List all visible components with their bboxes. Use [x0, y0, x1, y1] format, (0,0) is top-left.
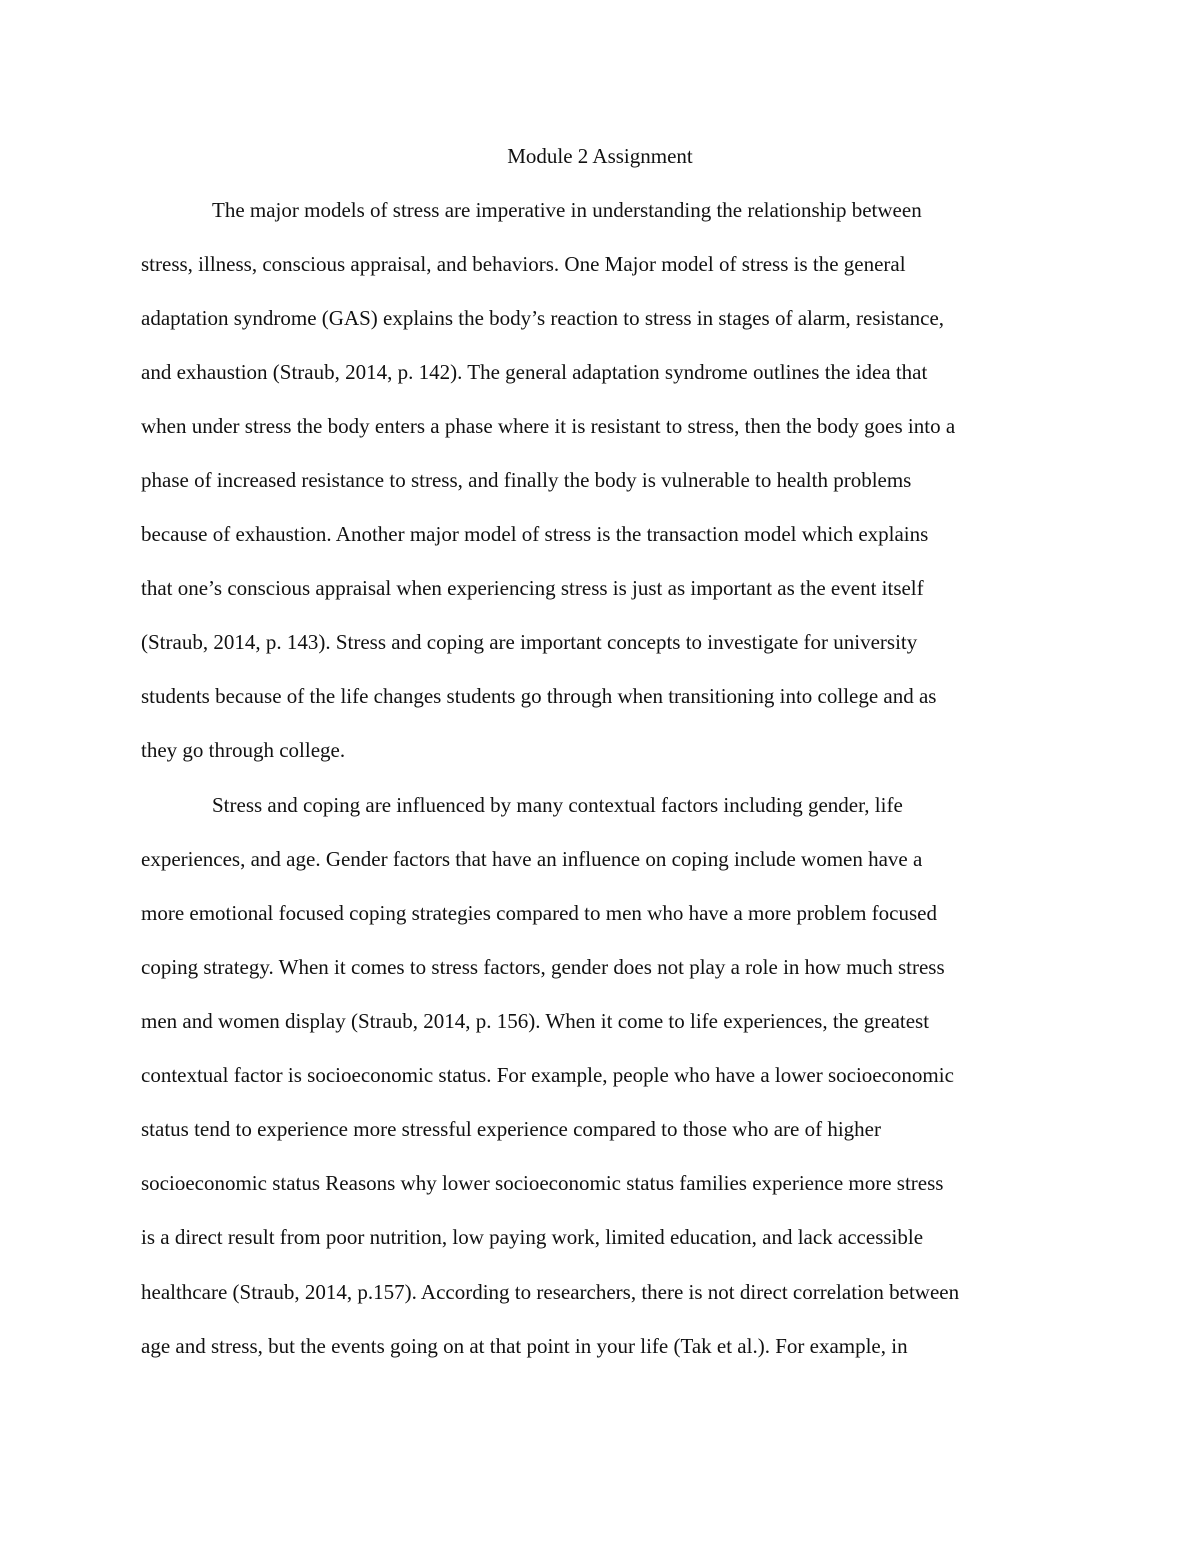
paragraph-1-line-4: and exhaustion (Straub, 2014, p. 142). The general adaptation syndrome outlines the idea that [141, 360, 928, 384]
paragraph-2-line-2: experiences, and age. Gender factors that have an influence on coping include women have a [141, 847, 923, 871]
paragraph-2-line-6: contextual factor is socioeconomic status. For example, people who have a lower socioeconomic [141, 1063, 954, 1087]
paragraph-1-line-6: phase of increased resistance to stress, and finally the body is vulnerable to health problems [141, 468, 912, 492]
paragraph-1-line-9: (Straub, 2014, p. 143). Stress and coping are important concepts to investigate for university [141, 630, 918, 654]
paragraph-2-line-3: more emotional focused coping strategies compared to men who have a more problem focused [141, 901, 937, 925]
paragraph-1-line-5: when under stress the body enters a phase where it is resistant to stress, then the body goes into a [141, 414, 956, 438]
paragraph-1-line-8: that one’s conscious appraisal when experiencing stress is just as important as the event itself [141, 576, 924, 600]
paragraph-2-line-4: coping strategy. When it comes to stress factors, gender does not play a role in how much stress [141, 955, 945, 979]
paragraph-2-line-9: is a direct result from poor nutrition, low paying work, limited education, and lack accessible [141, 1225, 924, 1249]
paragraph-2-line-10: healthcare (Straub, 2014, p.157). According to researchers, there is not direct correlation between [141, 1280, 960, 1304]
paragraph-2-line-1: Stress and coping are influenced by many contextual factors including gender, life [212, 793, 903, 817]
paragraph-1-line-2: stress, illness, conscious appraisal, and behaviors. One Major model of stress is the general [141, 252, 906, 276]
paragraph-2-line-5: men and women display (Straub, 2014, p. 156). When it come to life experiences, the greatest [141, 1009, 930, 1033]
paragraph-2-line-8: socioeconomic status Reasons why lower socioeconomic status families experience more stress [141, 1171, 944, 1195]
paragraph-1-line-11: they go through college. [141, 738, 346, 762]
document-title: Module 2 Assignment [507, 144, 693, 168]
paragraph-1-line-10: students because of the life changes students go through when transitioning into college and as [141, 684, 937, 708]
paragraph-1-line-3: adaptation syndrome (GAS) explains the body’s reaction to stress in stages of alarm, resistance, [141, 306, 945, 330]
paragraph-1-line-7: because of exhaustion. Another major model of stress is the transaction model which explains [141, 522, 929, 546]
paragraph-2-line-7: status tend to experience more stressful experience compared to those who are of higher [141, 1117, 881, 1141]
paragraph-2-line-11: age and stress, but the events going on at that point in your life (Tak et al.). For example, in [141, 1334, 908, 1358]
paragraph-1-line-1: The major models of stress are imperative in understanding the relationship between [212, 198, 922, 222]
